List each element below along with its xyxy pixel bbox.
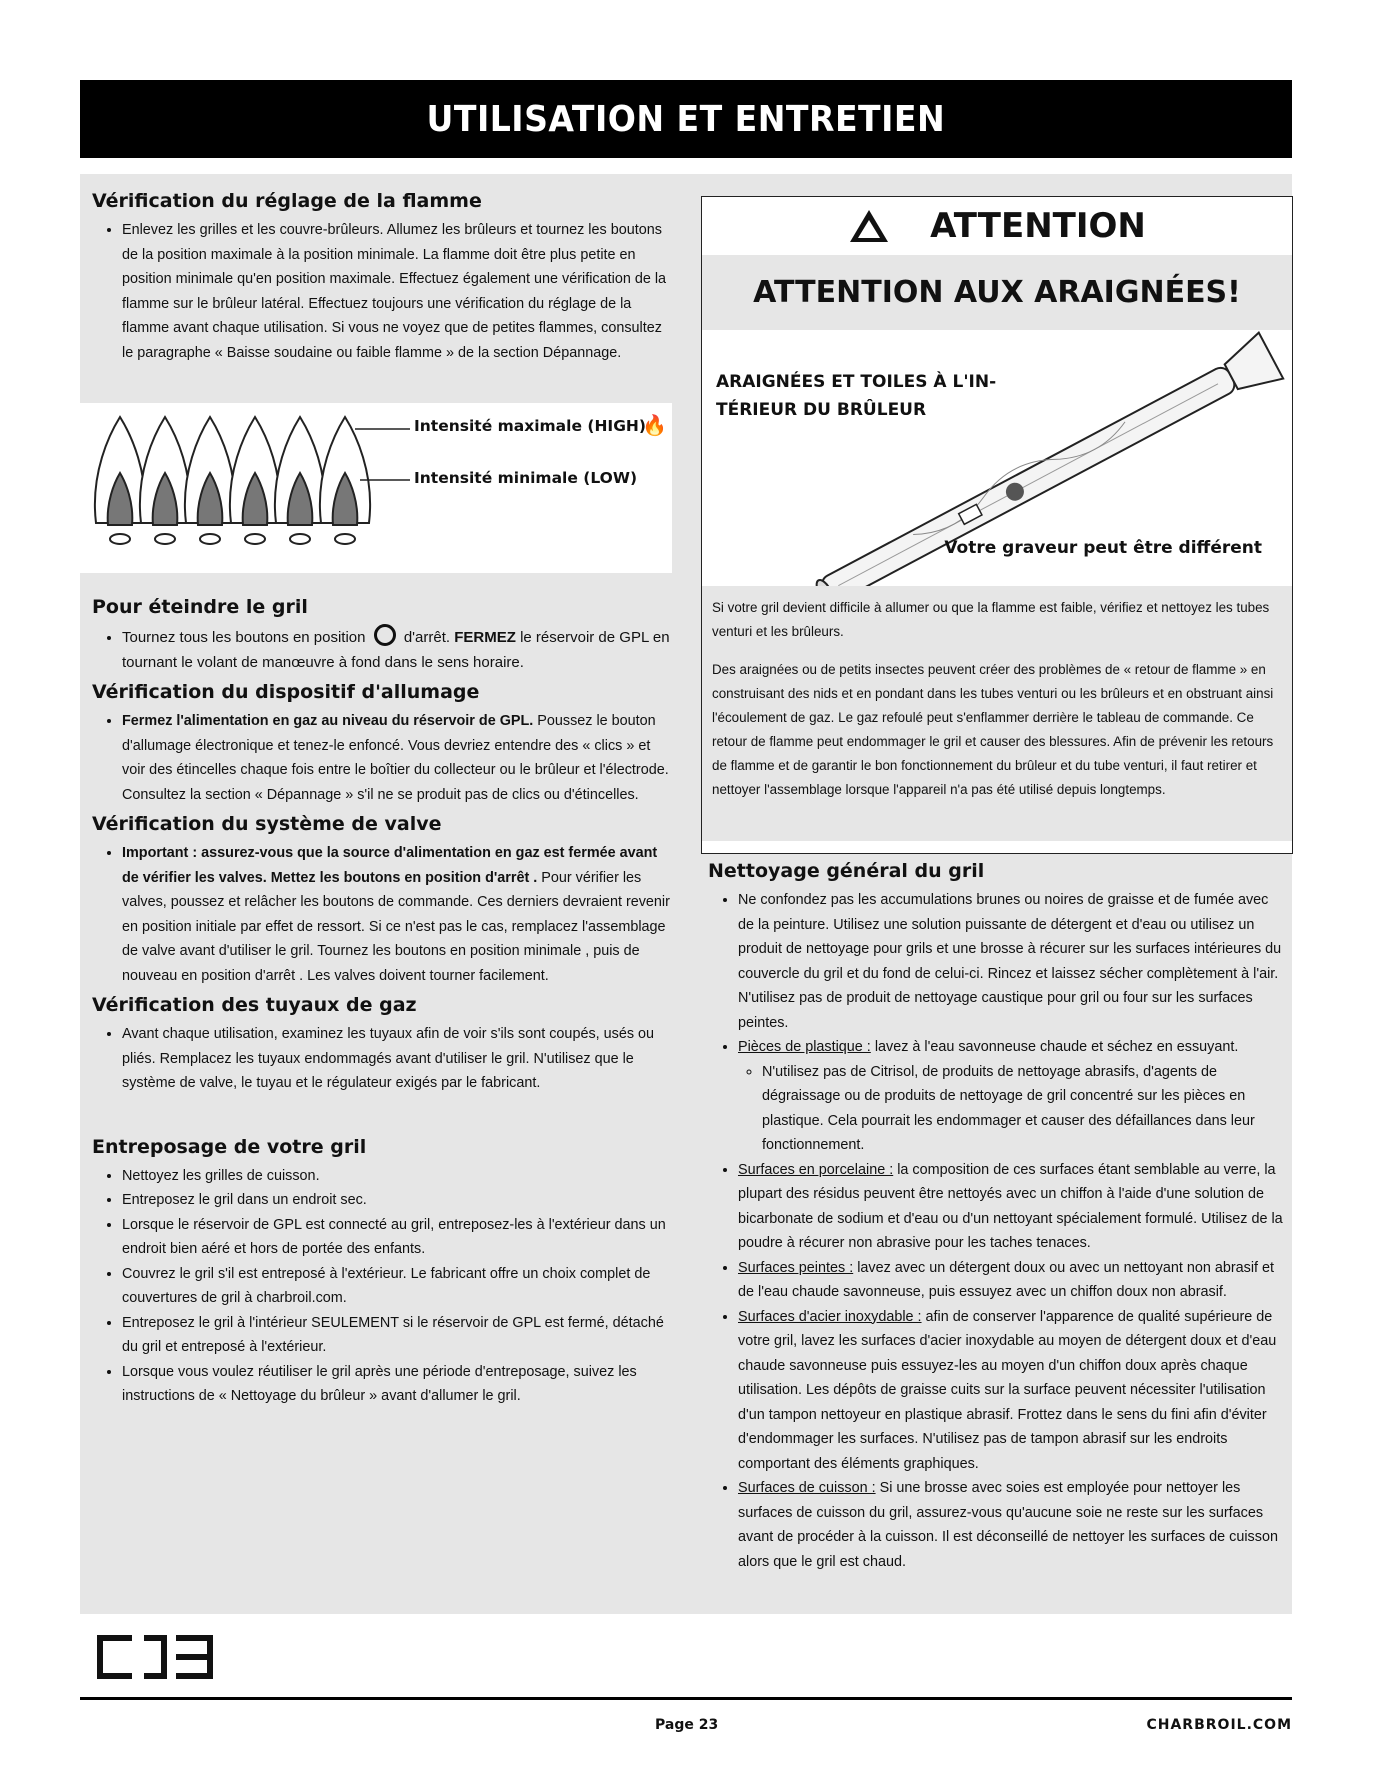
left-column-lower bbox=[92, 596, 672, 1409]
page-number: Page 23 bbox=[655, 1717, 719, 1733]
warning-subtitle-bar bbox=[702, 255, 1292, 330]
storage-heading: Entreposage de votre gril bbox=[92, 1135, 367, 1158]
list-item: • Nettoyez les grilles de cuisson. bbox=[122, 1164, 672, 1189]
ignition-heading: Vérification du dispositif d'allumage bbox=[92, 681, 480, 703]
cleaning-list bbox=[708, 888, 1286, 1574]
burner-port bbox=[110, 534, 130, 544]
burner-port bbox=[335, 534, 355, 544]
warning-box bbox=[701, 196, 1293, 854]
burner-port bbox=[155, 534, 175, 544]
cleaning-heading: Nettoyage général du gril bbox=[708, 860, 985, 882]
storage-list bbox=[92, 1164, 672, 1409]
brand-logo bbox=[92, 1632, 222, 1682]
cleaning-section bbox=[708, 860, 1286, 1574]
warning-text bbox=[702, 586, 1292, 841]
list-item: • Couvrez le gril s'il est entreposé à l'extérieur. Le fabricant offre un choix complet de couvertures de gril à charbroil.com. bbox=[122, 1262, 672, 1311]
burner-port bbox=[200, 534, 220, 544]
burner-port bbox=[245, 534, 265, 544]
burner-port bbox=[290, 534, 310, 544]
warning-title: ATTENTION bbox=[930, 206, 1146, 246]
warning-triangle-icon bbox=[848, 208, 890, 244]
warning-header bbox=[702, 197, 1292, 255]
flame-check-list bbox=[92, 218, 672, 365]
hoses-heading: Vérification des tuyaux de gaz bbox=[92, 994, 417, 1016]
site-url: CHARBROIL.COM bbox=[1146, 1717, 1292, 1733]
list-item: • Ne confondez pas les accumulations brunes ou noires de graisse et de fumée avec de la peinture. Utilisez une solution puissante de détergent et d'eau ou utilisez un produit de nettoyage pour grils et une brosse à récurer sur les surfaces intérieures du couvercle du gril et du fond de celui-ci. Rincez et laissez sécher complètement à l'air. N'utilisez pas de produit de nettoyage caustique pour gril ou four sur les surfaces peintes. bbox=[738, 888, 1286, 1035]
valve-heading: Vérification du système de valve bbox=[92, 813, 442, 835]
list-item: • Enlevez les grilles et les couvre-brûleurs. Allumez les brûleurs et tournez les boutons de la position maximale à la position minimale. La flamme doit être plus petite en position minimale qu'en position maximale. Effectuez également une vérification de la flamme sur le brûleur latéral. Effectuez toujours une vérification du réglage de la flamme avant chaque utilisation. Si vous ne voyez que de petites flammes, consultez le paragraphe « Baisse soudaine ou faible flamme » de la section Dépannage. bbox=[122, 218, 672, 365]
list-item: • Entreposez le gril à l'intérieur SEULEMENT si le réservoir de GPL est fermé, détaché du gril et entreposé à l'extérieur. bbox=[122, 1311, 672, 1360]
list-item: • Surfaces d'acier inoxydable : afin de conserver l'apparence de qualité supérieure de votre gril, lavez les surfaces d'acier inoxydable au moyen de détergent doux et d'eau chaude savonneuse puis essuyez-les au moyen d'un chiffon doux après chaque utilisation. Les dépôts de graisse cuits sur la surface peuvent nécessiter l'utilisation d'un tampon nettoyeur en plastique abrasif. Frottez dans le sens du fini afin d'éviter d'endommager les surfaces. N'utilisez pas de tampon abrasif sur les endroits comportant des éléments graphiques. bbox=[738, 1305, 1286, 1477]
flame-diagram bbox=[80, 403, 672, 573]
illus-caption: Votre graveur peut être différent bbox=[944, 538, 1262, 558]
page-title: UTILISATION ET ENTRETIEN bbox=[426, 98, 946, 140]
warning-subtitle: ATTENTION AUX ARAIGNÉES! bbox=[753, 275, 1241, 310]
warning-paragraph: Des araignées ou de petits insectes peuvent créer des problèmes de « retour de flamme » en construisant des nids et en pondant dans les tubes venturi ou les brûleurs et en obstruant ainsi l'écoulement de gaz. Le gaz refoulé peut s'enflammer derrière le tableau de commande. Ce retour de flamme peut endommager le gril et causer des blessures. Afin de prévenir les retours de flamme et de garantir le bon fonctionnement du brûleur et du tube venturi, il faut retirer et nettoyer l'assemblage lorsque l'appareil n'a pas été utilisé depuis longtemps. bbox=[712, 662, 1274, 797]
flame-icon: 🔥 bbox=[642, 415, 667, 437]
list-item: • Avant chaque utilisation, examinez les tuyaux afin de voir s'ils sont coupés, usés ou pliés. Remplacez les tuyaux endommagés avant d'utiliser le gril. N'utilisez que le système de valve, le tuyau et le régulateur exigés par le fabricant. bbox=[122, 1022, 672, 1096]
list-item: • Surfaces de cuisson : Si une brosse avec soies est employée pour nettoyer les surfaces de cuisson du gril, assurez-vous qu'aucune soie ne reste sur les surfaces avant de procéder à la cuisson. Il est déconseillé de nettoyer les surfaces de cuisson alors que le gril est chaud. bbox=[738, 1476, 1286, 1574]
flame-check-section bbox=[92, 190, 672, 365]
off-circle-icon bbox=[374, 624, 396, 646]
flame-check-heading: Vérification du réglage de la flamme bbox=[92, 190, 482, 212]
list-item: • Surfaces peintes : lavez avec un détergent doux ou avec un nettoyant non abrasif et de l'eau chaude savonneuse, puis essuyez avec un chiffon doux non abrasif. bbox=[738, 1256, 1286, 1305]
list-item: • Surfaces en porcelaine : la composition de ces surfaces étant semblable au verre, la plupart des résidus peuvent être nettoyés avec un chiffon à l'aide d'une solution de bicarbonate de sodium et d'eau ou d'un nettoyant spécialement formulé. Utilisez de la poudre à récurer non abrasive pour les taches tenaces. bbox=[738, 1158, 1286, 1256]
label-high: Intensité maximale (HIGH) bbox=[414, 417, 646, 435]
illus-label: ARAIGNÉES ET TOILES À L'IN- TÉRIEUR DU BRÛLEUR bbox=[716, 372, 997, 420]
burner-illustration bbox=[702, 330, 1292, 586]
list-item: • Lorsque vous voulez réutiliser le gril après une période d'entreposage, suivez les instructions de « Nettoyage du brûleur » avant d'allumer le gril. bbox=[122, 1360, 672, 1409]
footer-divider bbox=[80, 1697, 1292, 1700]
list-item: • Tournez tous les boutons en position d'arrêt. FERMEZ le réservoir de GPL en tournant le volant de manœuvre à fond dans le sens horaire. bbox=[122, 624, 672, 675]
turn-off-heading: Pour éteindre le gril bbox=[92, 596, 308, 618]
list-item: • Important : assurez-vous que la source d'alimentation en gaz est fermée avant de vérifier les valves. Mettez les boutons en position d'arrêt . Pour vérifier les valves, poussez et relâcher les boutons de commande. Ces derniers devraient revenir en position initiale par effet de ressort. Si ce n'est pas le cas, remplacez l'assemblage de valve avant d'utiliser le gril. Tournez les boutons en position minimale , puis de nouveau en position d'arrêt . Les valves doivent tourner facilement. bbox=[122, 841, 672, 988]
list-item: • Entreposez le gril dans un endroit sec. bbox=[122, 1188, 672, 1213]
list-item: • Pièces de plastique : lavez à l'eau savonneuse chaude et séchez en essuyant. ◦ N'utilisez pas de Citrisol, de produits de nettoyage abrasifs, d'agents de dégraissage ou de produits de nettoyage de gril concentré sur les pièces en plastique. Cela pourrait les endommager et causer des défaillances dans leur fonctionnement. bbox=[738, 1035, 1286, 1158]
page-header bbox=[80, 80, 1292, 158]
warning-paragraph: Si votre gril devient difficile à allumer ou que la flamme est faible, vérifiez et nettoyez les tubes venturi et les brûleurs. bbox=[712, 600, 1270, 639]
label-low: Intensité minimale (LOW) bbox=[414, 469, 638, 487]
list-item: • Fermez l'alimentation en gaz au niveau du réservoir de GPL. Poussez le bouton d'allumage électronique et tenez-le enfoncé. Vous devriez entendre des « clics » et voir des étincelles chaque fois entre le boîtier du collecteur ou le brûleur et l'électrode. Consultez la section « Dépannage » s'il ne se produit pas de clics ou d'étincelles. bbox=[122, 709, 672, 807]
list-item: • Lorsque le réservoir de GPL est connecté au gril, entreposez-les à l'extérieur dans un endroit bien aéré et hors de portée des enfants. bbox=[122, 1213, 672, 1262]
list-item: ◦ N'utilisez pas de Citrisol, de produits de nettoyage abrasifs, d'agents de dégraissage ou de produits de nettoyage de gril concentré sur les pièces en plastique. Cela pourrait les endommager et causer des défaillances dans leur fonctionnement. bbox=[762, 1060, 1286, 1158]
